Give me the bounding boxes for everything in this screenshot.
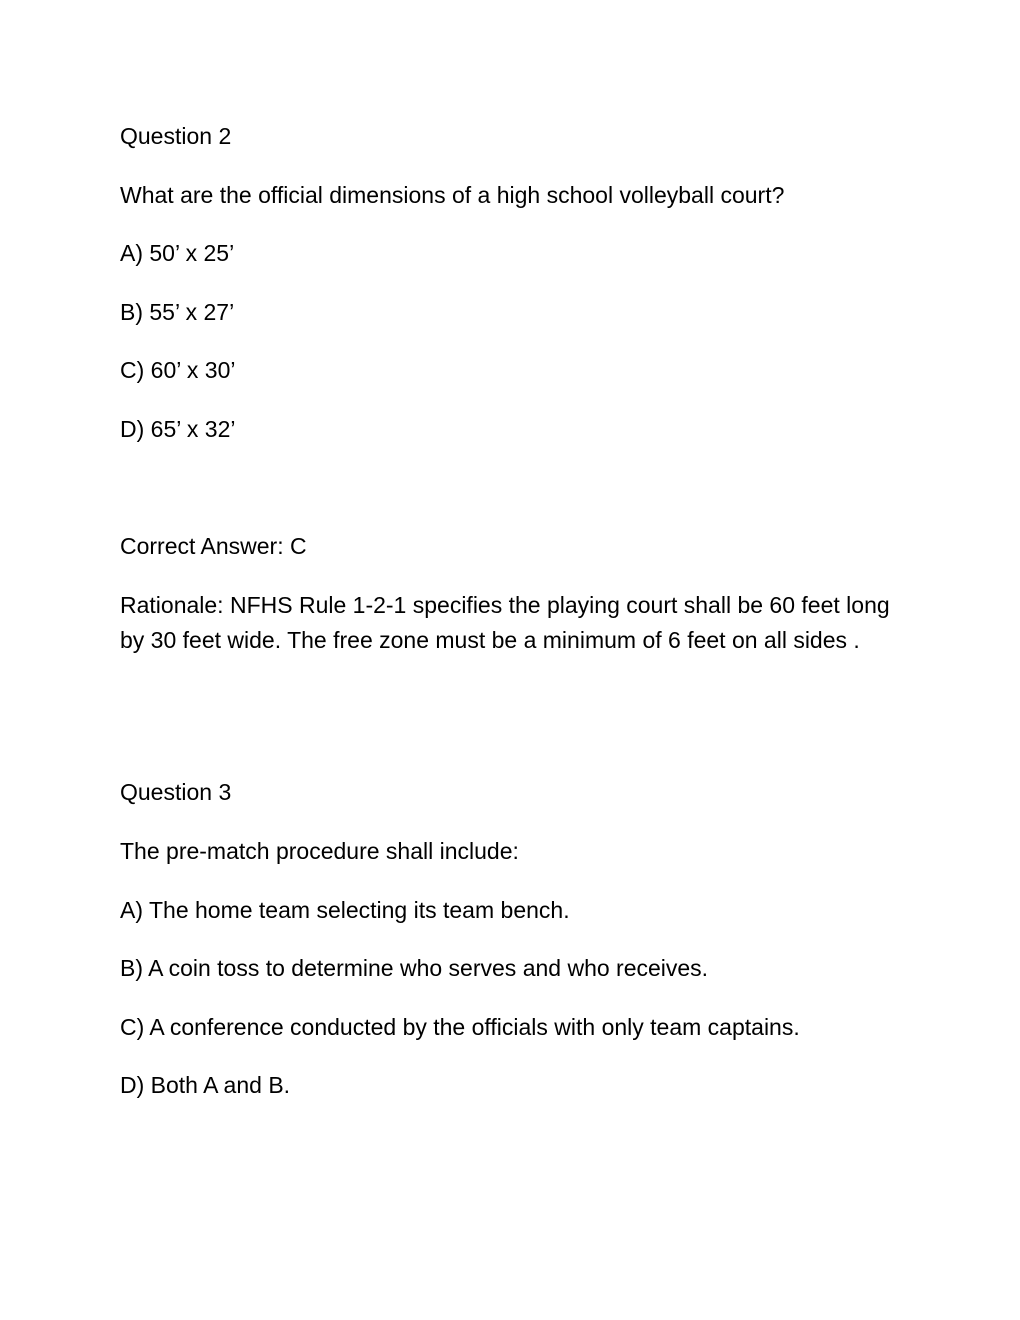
question-3-option-d: D) Both A and B. (120, 1072, 291, 1098)
question-2-prompt: What are the official dimensions of a high school volleyball court? (120, 182, 785, 208)
question-2-option-a: A) 50’ x 25’ (120, 240, 235, 266)
question-2-option-d: D) 65’ x 32’ (120, 416, 236, 442)
question-3-option-a: A) The home team selecting its team bench. (120, 897, 570, 923)
question-2-option-b: B) 55’ x 27’ (120, 299, 235, 325)
question-2-rationale: Rationale: NFHS Rule 1-2-1 specifies the playing court shall be 60 feet long by 30 feet wide. The free zone must be a minimum of 6 feet on all sides . (120, 592, 890, 653)
question-2-heading: Question 2 (120, 123, 232, 149)
question-3-option-c: C) A conference conducted by the officials with only team captains. (120, 1014, 800, 1040)
question-3-prompt: The pre-match procedure shall include: (120, 838, 519, 864)
question-2-correct-answer: Correct Answer: C (120, 533, 307, 559)
question-3-option-b: B) A coin toss to determine who serves and who receives. (120, 955, 709, 981)
question-3-heading: Question 3 (120, 779, 232, 805)
question-2-option-c: C) 60’ x 30’ (120, 357, 236, 383)
